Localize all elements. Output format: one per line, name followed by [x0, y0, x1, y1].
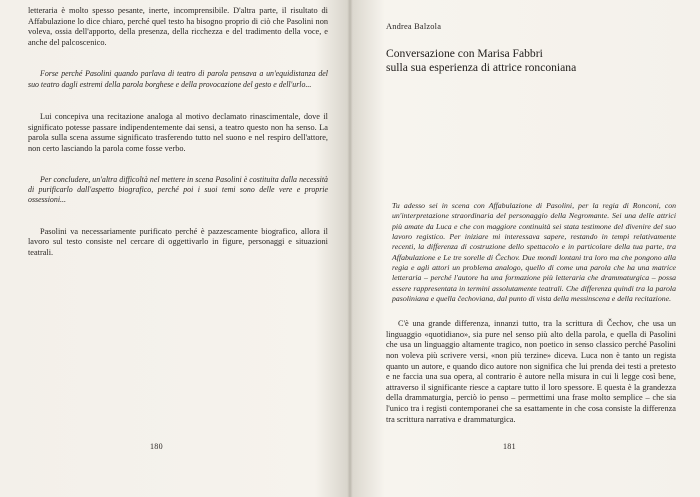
- right-page: [350, 0, 700, 497]
- left-question-1: Forse perché Pasolini quando parlava di teatro di parola pensava a un'equidistanza del suo teatro dagli estremi della parola borghese e della provocazione del gesto e dell'urlo...: [28, 69, 328, 89]
- left-question-2: Per concludere, un'altra difficoltà nel mettere in scena Pasolini è costituita dalla necessità di purificarlo dall'aspetto biografico, perché poi i suoi temi sono delle vere e proprie ossessioni...: [28, 174, 328, 205]
- interview-intro: Tu adesso sei in scena con Affabulazione di Pasolini, per la regia di Ronconi, con un'interpretazione straordinaria del personaggio della Negromante. Sei una delle attrici più amate da Luca e che con maggiore continuità sei stata testimone del divenire del suo lavoro registico. Per iniziare mi interessava sapere, restando in tempi relativamente recenti, la differenza di costruzione dello spettacolo e in particolare della tua parte, tra Affabulazione e Le tre sorelle di Čechov. Due mondi lontani tra loro ma che pongono alla regia e agli attori un problema analogo, quello di come una parola che ha una matrice letteraria – perché l'autore ha una formazione più letteraria che drammaturgica – possa essere rappresentata in termini assolutamente teatrali. Che differenza quindi tra la parola pasoliniana e quella čechoviana, dal punto di vista della messinscena e della recitazione.: [392, 201, 676, 303]
- left-paragraph-2: Lui concepiva una recitazione analoga al motivo declamato rinascimentale, dove il significato potesse passare indipendentemente dai sensi, a teatro questo non ha senso. La parola sulla scena assume significato trasferendo tutto nel suono e nel respiro dell'attore, non certo lasciando la parola come fosse verbo.: [28, 112, 328, 153]
- right-page-number: 181: [503, 442, 516, 451]
- author-name: Andrea Balzola: [386, 22, 442, 31]
- right-paragraph-1: C'è una grande differenza, innanzi tutto, tra la scrittura di Čechov, che usa un linguaggio «quotidiano», sia pure nel senso più alto della parola, e quella di Pasolini che usa un linguaggio altamente tragico, non poetico in senso classico perché Pasolini non voleva più scrivere versi, «non più terzine» diceva. Luca non è tanto un regista quanto un autore, e quando dico autore non significa che lui prenda dei testi a pretesto e ne faccia una sua opera, al contrario è autore nella misura in cui li legge così bene, attraverso il significante riesce a captare tutto il loro spessore. E questa è la grandezza della drammaturgia, perciò io penso – permettimi una frase molto semplice – che sia l'unico tra i registi contemporanei che sa esattamente in che cosa consiste la differenza tra scrittura narrativa e drammaturgica.: [386, 319, 676, 424]
- chapter-title-line-2: sulla sua esperienza di attrice ronconiana: [386, 60, 577, 74]
- left-page-number: 180: [150, 442, 163, 451]
- chapter-title: [386, 47, 676, 74]
- left-paragraph-3: Pasolini va necessariamente purificato perché è pazzescamente biografico, allora il lavoro sul testo consiste nel cercare di oggettivarlo in figure, personaggi e situazioni teatrali.: [28, 226, 328, 257]
- chapter-title-line-1: Conversazione con Marisa Fabbri: [386, 47, 543, 60]
- left-paragraph-1: letteraria è molto spesso pesante, inerte, incomprensibile. D'altra parte, il risultato di Affabulazione lo dice chiaro, perché quel testo ha bisogno proprio di ciò che Pasolini non voleva, ossia dell'apporto, della presenza, della ricchezza e del tradimento della voce, e anche del palcoscenico.: [28, 6, 328, 47]
